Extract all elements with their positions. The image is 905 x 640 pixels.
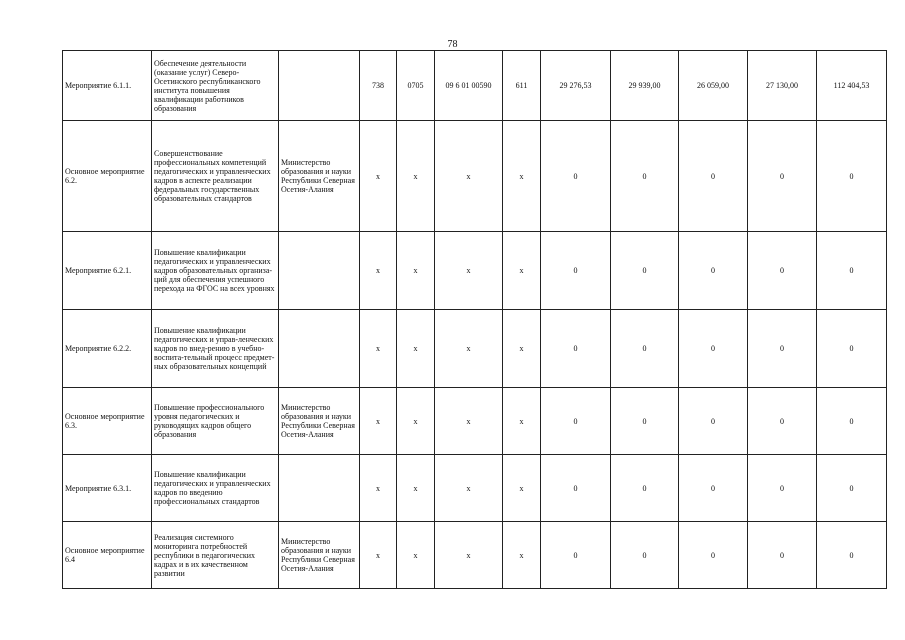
row-total: 0 (817, 522, 887, 589)
row-vr: x (503, 121, 541, 232)
row-value-4: 0 (748, 310, 817, 388)
table-row (63, 310, 887, 388)
row-csr: x (435, 310, 503, 388)
row-rzpr: x (397, 455, 435, 522)
row-rzpr: x (397, 121, 435, 232)
row-value-2: 0 (611, 522, 679, 589)
row-total: 0 (817, 232, 887, 310)
row-name: Мероприятие 6.1.1. (63, 51, 152, 121)
row-grbs: x (360, 522, 397, 589)
table-row (63, 522, 887, 589)
row-executor (279, 310, 360, 388)
row-name: Основное мероприятие 6.2. (63, 121, 152, 232)
row-grbs: x (360, 388, 397, 455)
row-description: Повышение квалификации педагогических и управ-ленческих кадров по внед-рению в учебно-воспита-тельный процесс предмет-ных образовательных концепций (152, 310, 279, 388)
row-value-4: 27 130,00 (748, 51, 817, 121)
row-value-2: 0 (611, 388, 679, 455)
row-value-1: 0 (541, 388, 611, 455)
row-total: 0 (817, 388, 887, 455)
row-total: 0 (817, 121, 887, 232)
row-csr: x (435, 388, 503, 455)
row-csr: x (435, 232, 503, 310)
row-name: Основное мероприятие 6.3. (63, 388, 152, 455)
row-executor: Министерство образования и науки Республики Северная Осетия-Алания (279, 121, 360, 232)
row-csr: x (435, 121, 503, 232)
row-total: 112 404,53 (817, 51, 887, 121)
row-total: 0 (817, 455, 887, 522)
row-value-2: 29 939,00 (611, 51, 679, 121)
row-name: Основное мероприятие 6.4 (63, 522, 152, 589)
row-value-4: 0 (748, 121, 817, 232)
row-executor: Министерство образования и науки Республики Северная Осетия-Алания (279, 388, 360, 455)
row-grbs: x (360, 310, 397, 388)
row-rzpr: x (397, 310, 435, 388)
row-value-3: 0 (679, 388, 748, 455)
row-value-3: 0 (679, 522, 748, 589)
row-grbs: 738 (360, 51, 397, 121)
row-value-1: 0 (541, 455, 611, 522)
row-grbs: x (360, 455, 397, 522)
row-rzpr: x (397, 388, 435, 455)
row-executor: Министерство образования и науки Республики Северная Осетия-Алания (279, 522, 360, 589)
row-value-1: 29 276,53 (541, 51, 611, 121)
row-description: Повышение квалификации педагогических и управленческих кадров образовательных организа-ций для обеспечения успешного перехода на ФГОС на всех уровнях (152, 232, 279, 310)
row-total: 0 (817, 310, 887, 388)
budget-table (62, 50, 887, 589)
row-value-4: 0 (748, 522, 817, 589)
row-value-4: 0 (748, 455, 817, 522)
row-value-2: 0 (611, 232, 679, 310)
row-value-2: 0 (611, 121, 679, 232)
row-value-2: 0 (611, 455, 679, 522)
row-value-3: 0 (679, 455, 748, 522)
row-description: Повышение квалификации педагогических и управленческих кадров по введению профессиональных стандартов (152, 455, 279, 522)
row-vr: x (503, 310, 541, 388)
row-name: Мероприятие 6.3.1. (63, 455, 152, 522)
table-row (63, 232, 887, 310)
row-vr: x (503, 388, 541, 455)
table-row (63, 455, 887, 522)
row-executor (279, 455, 360, 522)
row-value-4: 0 (748, 232, 817, 310)
row-value-1: 0 (541, 522, 611, 589)
row-csr: x (435, 455, 503, 522)
row-vr: x (503, 232, 541, 310)
row-value-4: 0 (748, 388, 817, 455)
row-vr: x (503, 455, 541, 522)
table-row (63, 388, 887, 455)
row-description: Обеспечение деятельности (оказание услуг) Северо-Осетинского республиканского института повышения квалификации работников образования (152, 51, 279, 121)
row-rzpr: x (397, 232, 435, 310)
table-row (63, 121, 887, 232)
row-value-3: 0 (679, 310, 748, 388)
row-executor (279, 51, 360, 121)
row-value-3: 0 (679, 121, 748, 232)
row-name: Мероприятие 6.2.1. (63, 232, 152, 310)
row-value-3: 0 (679, 232, 748, 310)
row-description: Совершенствование профессиональных компетенций педагогических и управленческих кадров в аспекте реализации федеральных государственных образовательных стандартов (152, 121, 279, 232)
row-executor (279, 232, 360, 310)
row-value-1: 0 (541, 232, 611, 310)
row-value-2: 0 (611, 310, 679, 388)
row-grbs: x (360, 121, 397, 232)
row-description: Реализация системного мониторинга потребностей республики в педагогических кадрах и в их качественном развитии (152, 522, 279, 589)
table-row (63, 51, 887, 121)
row-value-1: 0 (541, 121, 611, 232)
row-vr: 611 (503, 51, 541, 121)
row-rzpr: 0705 (397, 51, 435, 121)
row-description: Повышение профессионального уровня педагогических и руководящих кадров общего образования (152, 388, 279, 455)
row-csr: x (435, 522, 503, 589)
row-value-3: 26 059,00 (679, 51, 748, 121)
row-grbs: x (360, 232, 397, 310)
row-name: Мероприятие 6.2.2. (63, 310, 152, 388)
row-value-1: 0 (541, 310, 611, 388)
page-number: 78 (447, 39, 458, 50)
row-vr: x (503, 522, 541, 589)
row-rzpr: x (397, 522, 435, 589)
row-csr: 09 6 01 00590 (435, 51, 503, 121)
